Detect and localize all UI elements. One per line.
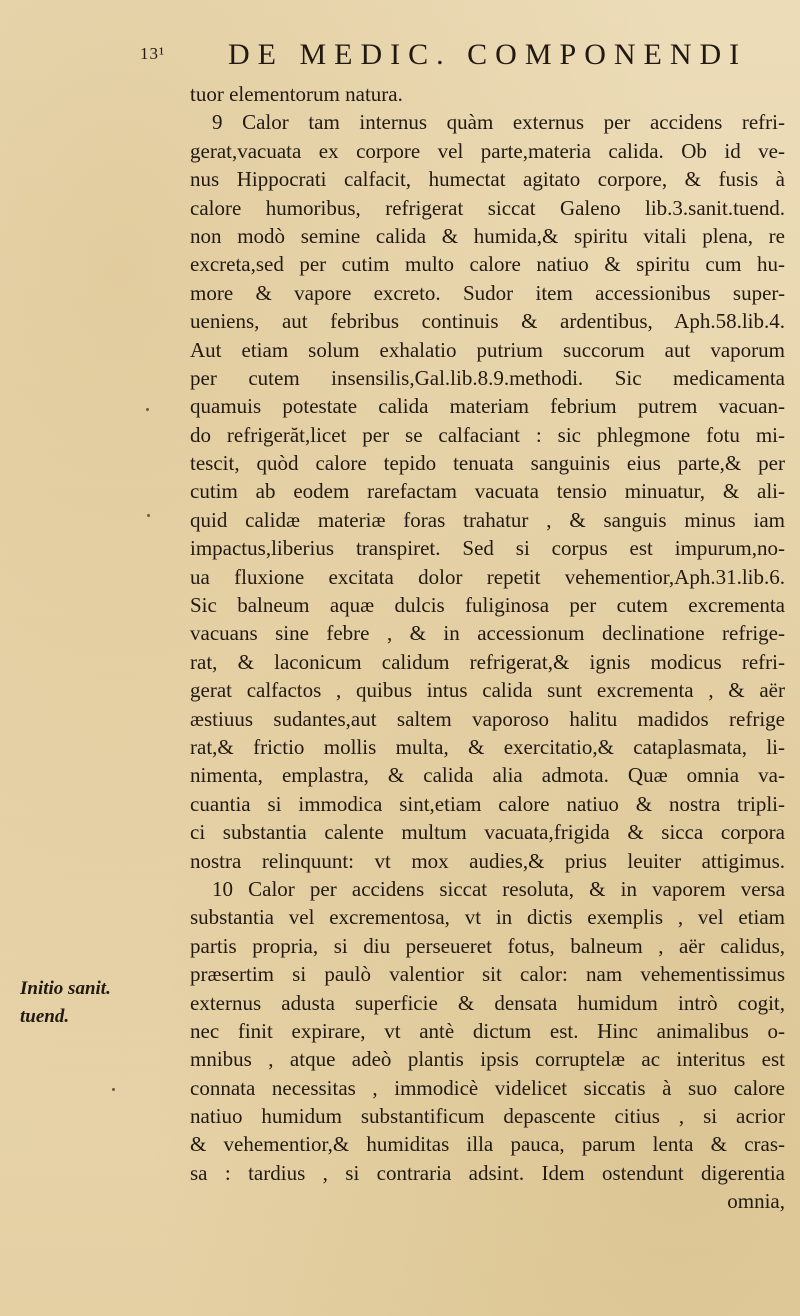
text-line: sa : tardius , si contraria adsint. Idem ostendunt digerentia	[190, 1160, 785, 1185]
text-line: substantia vel excrementosa, vt in dictis exemplis , vel etiam	[190, 905, 785, 930]
running-title: DE MEDIC. COMPONENDI	[228, 38, 748, 71]
text-line: vacuans sine febre , & in accessionum declinatione refrige-	[190, 621, 785, 646]
text-line: natiuo humidum substantificum depascente citius , si acrior	[190, 1104, 785, 1129]
text-line: & vehementior,& humiditas illa pauca, parum lenta & cras-	[190, 1132, 785, 1157]
text-line: externus adusta superficie & densata humidum intrò cogit,	[190, 990, 785, 1015]
text-line: calore humoribus, refrigerat siccat Galeno lib.3.sanit.tuend.	[190, 195, 785, 220]
text-line: quid calidæ materiæ foras trahatur , & sanguis minus iam	[190, 507, 785, 532]
text-line: Sic balneum aquæ dulcis fuliginosa per cutem excrementa	[190, 593, 785, 618]
text-line: rat, & laconicum calidum refrigerat,& ignis modicus refri-	[190, 649, 785, 674]
catchword: omnia,	[727, 1189, 785, 1214]
text-line: non modò semine calida & humida,& spiritu vitali plena, re	[190, 223, 785, 248]
text-line: 9 Calor tam internus quàm externus per accidens refri-	[212, 110, 785, 135]
text-line: tescit, quòd calore tepido tenuata sanguinis eius parte,& per	[190, 451, 785, 476]
ink-speck	[147, 514, 150, 517]
text-line: nostra relinquunt: vt mox audies,& prius leuiter attigimus.	[190, 848, 785, 873]
text-line: mnibus , atque adeò plantis ipsis corruptelæ ac interitus est	[190, 1047, 785, 1072]
text-line: ua fluxione excitata dolor repetit vehementior,Aph.31.lib.6.	[190, 564, 785, 589]
text-line: quamuis potestate calida materiam febrium putrem vacuan-	[190, 394, 785, 419]
text-line: impactus,liberius transpiret. Sed si corpus est impurum,no-	[190, 536, 785, 561]
text-line: per cutem insensilis,Gal.lib.8.9.methodi. Sic medicamenta	[190, 365, 785, 390]
text-line: rat,& frictio mollis multa, & exercitatio,& cataplasmata, li-	[190, 734, 785, 759]
text-line: gerat calfactos , quibus intus calida sunt excrementa , & aër	[190, 678, 785, 703]
marginal-note-line-2: tuend.	[20, 1006, 70, 1027]
text-line: nec finit expirare, vt antè dictum est. Hinc animalibus o-	[190, 1018, 785, 1043]
text-line: connata necessitas , immodicè videlicet siccatis à suo calore	[190, 1075, 785, 1100]
page-number: 13¹	[140, 44, 166, 63]
text-line: nus Hippocrati calfacit, humectat agitato corpore, & fusis à	[190, 167, 785, 192]
text-line: do refrigerăt,licet per se calfaciant : sic phlegmone fotu mi-	[190, 422, 785, 447]
text-line: præsertim si paulò valentior sit calor: nam vehementissimus	[190, 962, 785, 987]
text-line: ueniens, aut febribus continuis & ardentibus, Aph.58.lib.4.	[190, 309, 785, 334]
text-line: Aut etiam solum exhalatio putrium succorum aut vaporum	[190, 337, 785, 362]
marginal-note	[20, 975, 111, 1031]
text-line: cutim ab eodem rarefactam vacuata tensio minuatur, & ali-	[190, 479, 785, 504]
text-line: gerat,vacuata ex corpore vel parte,materia calida. Ob id ve-	[190, 138, 785, 163]
marginal-note-line-1: Initio sanit.	[20, 978, 111, 999]
text-line: more & vapore excreto. Sudor item accessionibus super-	[190, 280, 785, 305]
text-line: tuor elementorum natura.	[190, 82, 403, 106]
text-line: partis propria, si diu perseueret fotus, balneum , aër calidus,	[190, 933, 785, 958]
page-header	[140, 38, 780, 78]
text-line: cuantia si immodica sint,etiam calore natiuo & nostra tripli-	[190, 791, 785, 816]
text-line: ci substantia calente multum vacuata,frigida & sicca corpora	[190, 820, 785, 845]
text-line: excreta,sed per cutim multo calore natiuo & spiritu cum hu-	[190, 252, 785, 277]
text-line: nimenta, emplastra, & calida alia admota. Quæ omnia va-	[190, 763, 785, 788]
body-text	[190, 80, 785, 1216]
ink-speck	[146, 408, 149, 411]
text-line: æstiuus sudantes,aut saltem vaporoso halitu madidos refrige	[190, 706, 785, 731]
ink-speck	[112, 1088, 115, 1091]
text-line: 10 Calor per accidens siccat resoluta, & in vaporem versa	[212, 876, 785, 901]
